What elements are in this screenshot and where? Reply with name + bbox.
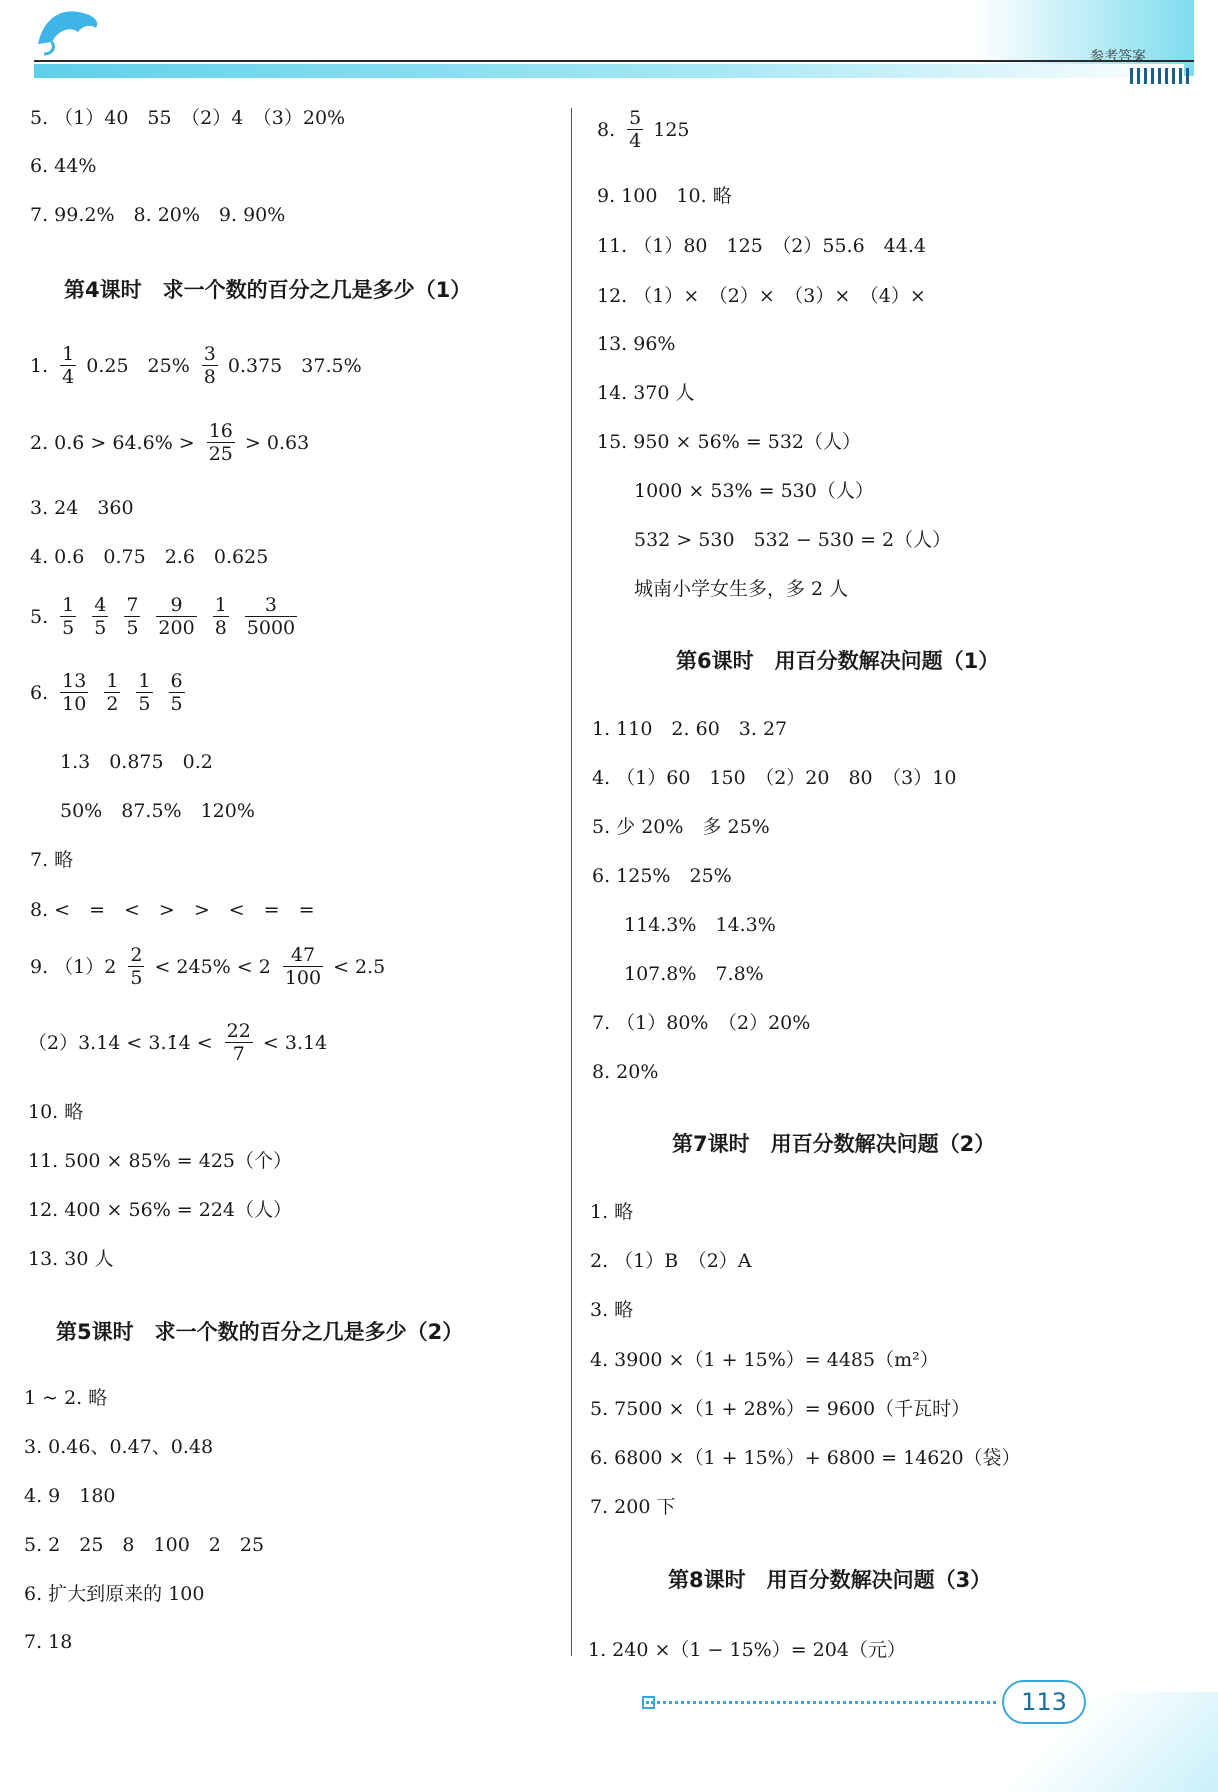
header-stripes: [1130, 68, 1192, 84]
answer-line: 15. 950 × 56% = 532（人）: [597, 431, 862, 453]
fraction: [627, 107, 643, 152]
fraction-numerator: 22: [226, 1020, 251, 1042]
answer-line: 8. 20%: [592, 1061, 659, 1083]
fraction-denominator: 5: [126, 617, 139, 639]
column-divider: [571, 108, 572, 1656]
answer-text: 1.: [30, 354, 49, 377]
answer-line: 3. 0.46、0.47、0.48: [24, 1436, 214, 1458]
fraction: [128, 944, 144, 989]
fraction-numerator: 1: [214, 594, 227, 616]
fraction: [104, 670, 120, 715]
answer-line: [597, 107, 696, 152]
answer-line: [30, 343, 368, 388]
fraction-numerator: 1: [138, 670, 151, 692]
fraction-numerator: 1: [106, 670, 119, 692]
fraction-denominator: 100: [284, 967, 322, 989]
header-label: 参考答案: [1090, 49, 1146, 65]
answer-text: （2）3.14 < 3.1̇4̇ <: [28, 1031, 213, 1054]
answer-line: 11. 500 × 85% = 425（个）: [28, 1150, 293, 1172]
answer-text: < 3.14̇: [262, 1031, 328, 1054]
fraction: [92, 594, 108, 639]
fraction: [207, 420, 235, 465]
answer-line: 3. 略: [590, 1299, 634, 1321]
fraction-denominator: 4: [629, 130, 642, 152]
answer-line: 107.8% 7.8%: [624, 963, 764, 985]
answer-line: [28, 1020, 333, 1065]
fraction-denominator: 10: [62, 693, 87, 715]
fraction-denominator: 5: [62, 617, 75, 639]
answer-line: 12. （1）× （2）× （3）× （4）×: [597, 285, 926, 307]
answer-line: 13. 30 人: [28, 1248, 114, 1270]
answer-line: 城南小学女生多，多 2 人: [634, 578, 849, 600]
fraction-denominator: 7: [232, 1043, 245, 1065]
answer-line: 4. 3900 ×（1 + 15%）= 4485（m²）: [590, 1349, 939, 1371]
section-heading: 第7课时 用百分数解决问题（2）: [672, 1132, 996, 1156]
fraction-numerator: 13: [62, 670, 87, 692]
answer-line: 5. 少 20% 多 25%: [592, 816, 770, 838]
answer-line: 4. （1）60 150 （2）20 80 （3）10: [592, 767, 957, 789]
answer-line: 50% 87.5% 120%: [60, 800, 255, 822]
answer-line: 13. 96%: [597, 333, 676, 355]
answer-line: 1 ~ 2. 略: [24, 1387, 108, 1409]
answer-text: 6.: [30, 681, 49, 704]
answer-line: 8. < = < > > < = =: [30, 899, 315, 921]
fraction-numerator: 16: [208, 420, 233, 442]
fraction: [136, 670, 152, 715]
fraction-numerator: 1: [62, 594, 75, 616]
answer-line: 3. 24 360: [30, 497, 134, 519]
answer-line: 1. 240 ×（1 − 15%）= 204（元）: [588, 1639, 906, 1661]
answer-line: 2. （1）B （2）A: [590, 1250, 752, 1272]
answer-line: 5. （1）40 55 （2）4 （3）20%: [30, 107, 346, 129]
section-heading: 第4课时 求一个数的百分之几是多少（1）: [64, 278, 472, 302]
answer-line: 1.3 0.875 0.2: [60, 751, 213, 773]
answer-line: 6. 扩大到原来的 100: [24, 1583, 205, 1605]
fraction-denominator: 5: [170, 693, 183, 715]
answer-line: [30, 594, 307, 639]
fraction: [202, 343, 218, 388]
header-band: [34, 64, 1184, 78]
header-rule: [34, 60, 1194, 62]
answer-line: 5. 2 25 8 100 2 25: [24, 1534, 265, 1556]
section-heading: 第5课时 求一个数的百分之几是多少（2）: [56, 1320, 464, 1344]
fraction: [225, 1020, 253, 1065]
answer-line: [30, 944, 391, 989]
fraction: [60, 670, 88, 715]
answer-line: [30, 670, 195, 715]
answer-text: < 2.5: [333, 955, 386, 978]
fraction-denominator: 5: [94, 617, 107, 639]
fraction-numerator: 3: [203, 343, 216, 365]
fraction-numerator: 1: [62, 343, 75, 365]
answer-text: 0.25 25%: [86, 354, 190, 377]
fraction-denominator: 8: [214, 617, 227, 639]
answer-line: 532 > 530 532 − 530 = 2（人）: [634, 529, 952, 551]
answer-line: 6. 6800 ×（1 + 15%）+ 6800 = 14620（袋）: [590, 1447, 1021, 1469]
answer-line: 10. 略: [28, 1101, 84, 1123]
answer-line: 6. 125% 25%: [592, 865, 732, 887]
answer-line: 4. 0.6 0.75 2.6 0.625: [30, 546, 269, 568]
answer-line: 7. 99.2% 8. 20% 9. 90%: [30, 204, 286, 226]
fraction-denominator: 5: [130, 967, 143, 989]
answer-line: [30, 420, 315, 465]
fraction-denominator: 5: [138, 693, 151, 715]
answer-line: 6. 44%: [30, 155, 97, 177]
fraction: [283, 944, 323, 989]
fraction: [245, 594, 297, 639]
answer-text: < 245% < 2: [154, 955, 271, 978]
fraction: [60, 594, 76, 639]
fraction-denominator: 4: [62, 366, 75, 388]
answer-line: 7. 略: [30, 849, 74, 871]
page-number: 113: [1002, 1680, 1086, 1724]
fraction-numerator: 5: [629, 107, 642, 129]
answer-line: 4. 9 180: [24, 1485, 116, 1507]
fraction: [169, 670, 185, 715]
fraction-numerator: 7: [126, 594, 139, 616]
fraction-numerator: 9: [156, 594, 196, 617]
footer-dotted-line: [646, 1701, 996, 1704]
answer-line: 7. （1）80% （2）20%: [592, 1012, 811, 1034]
answer-text: 9. （1）2: [30, 955, 117, 978]
answer-line: 5. 7500 ×（1 + 28%）= 9600（千瓦时）: [590, 1398, 971, 1420]
answer-line: 7. 18: [24, 1631, 73, 1653]
answer-text: 2. 0.6̇ > 64.6% >: [30, 431, 195, 454]
answer-line: 7. 200 下: [590, 1496, 676, 1518]
fraction-numerator: 47: [283, 944, 323, 967]
answer-text: 0.375 37.5%: [227, 354, 362, 377]
answer-line: 9. 100 10. 略: [597, 185, 732, 207]
fraction-denominator: 25: [208, 443, 233, 465]
fraction: [124, 594, 140, 639]
fraction-numerator: 4: [94, 594, 107, 616]
fraction-numerator: 6: [170, 670, 183, 692]
fraction: [156, 594, 196, 639]
section-heading: 第8课时 用百分数解决问题（3）: [668, 1568, 992, 1592]
answer-line: 1. 略: [590, 1201, 634, 1223]
answer-text: 5.: [30, 605, 49, 628]
answer-line: 114.3% 14.3%: [624, 914, 776, 936]
answer-line: 11. （1）80 125 （2）55.6 44.4: [597, 235, 926, 257]
fraction-numerator: 3: [245, 594, 297, 617]
fraction-denominator: 8: [203, 366, 216, 388]
fraction-denominator: 5000: [246, 617, 296, 639]
answer-line: 1000 × 53% = 530（人）: [634, 480, 874, 502]
answer-text: 8.: [597, 118, 616, 141]
fraction: [60, 343, 76, 388]
fraction: [213, 594, 229, 639]
section-heading: 第6课时 用百分数解决问题（1）: [676, 649, 1000, 673]
fraction-denominator: 200: [158, 617, 195, 639]
answer-line: 14. 370 人: [597, 382, 695, 404]
answer-line: 1. 110 2. 60 3. 27: [592, 718, 788, 740]
answer-text: 125: [653, 118, 690, 141]
answer-line: 12. 400 × 56% = 224（人）: [28, 1199, 293, 1221]
fraction-denominator: 2: [106, 693, 119, 715]
dolphin-logo-icon: [34, 4, 104, 58]
fraction-numerator: 2: [130, 944, 143, 966]
answer-text: > 0.63: [244, 431, 310, 454]
